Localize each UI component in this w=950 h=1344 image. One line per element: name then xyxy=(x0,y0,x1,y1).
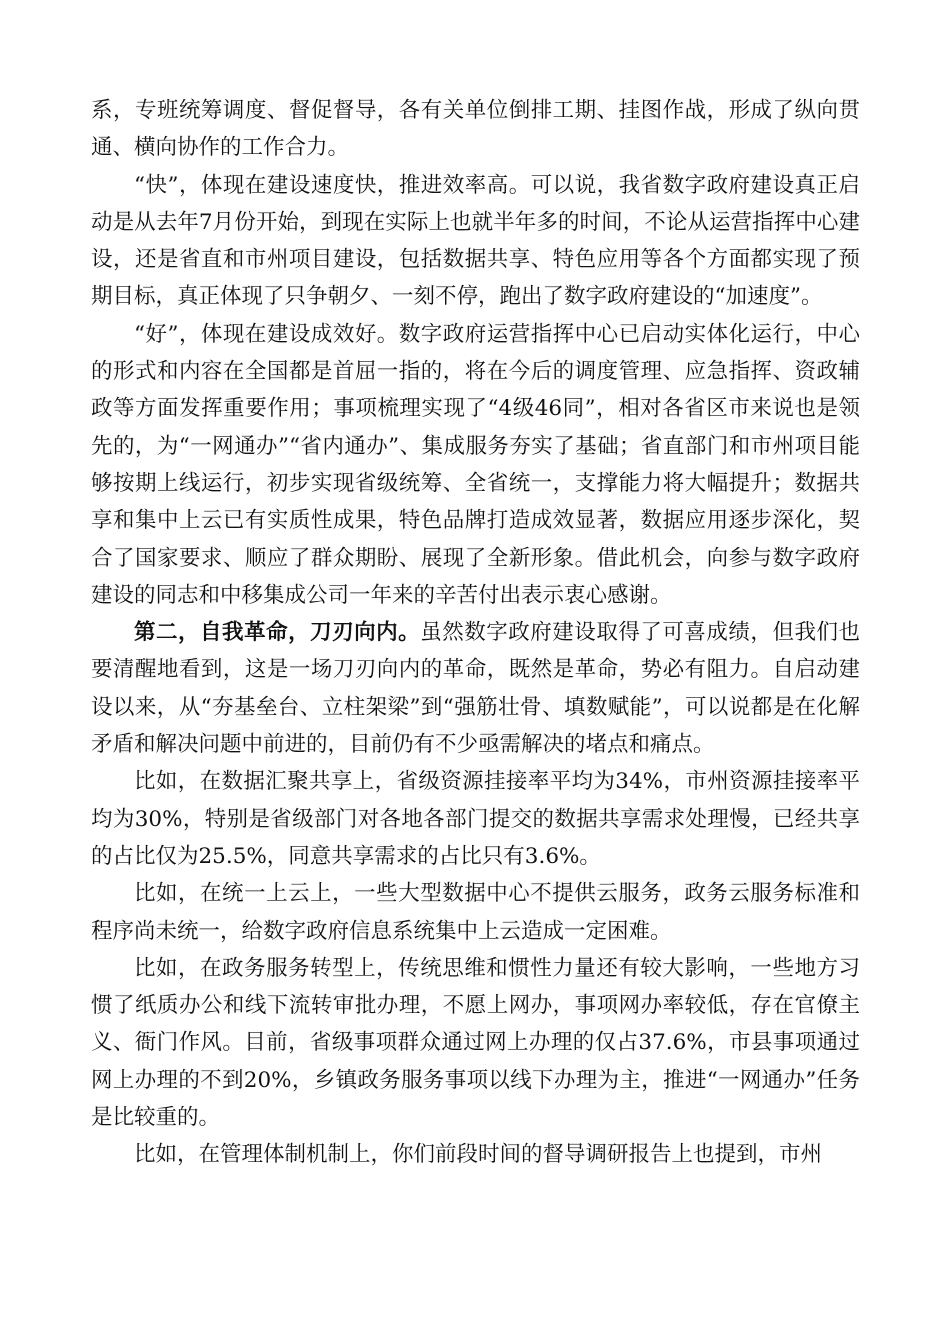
section-heading: 第二，自我革命，刀刃向内。 xyxy=(134,620,421,646)
document-page xyxy=(91,92,860,1174)
paragraph-cloud: 比如，在统一上云上，一些大型数据中心不提供云服务，政务云服务标准和程序尚未统一，给数字政府信息系统集中上云造成一定困难。 xyxy=(91,881,860,944)
paragraph-continuation: 系，专班统筹调度、督促督导，各有关单位倒排工期、挂图作战，形成了纵向贯通、横向协作的工作合力。 xyxy=(91,98,860,161)
paragraph-management: 比如，在管理体制机制上，你们前段时间的督导调研报告上也提到，市州 xyxy=(134,1142,823,1168)
paragraph-speed: “快”，体现在建设速度快，推进效率高。可以说，我省数字政府建设真正启动是从去年7月份开始，到现在实际上也就半年多的时间，不论从运营指挥中心建设，还是省直和市州项目建设，包括数据共享、特色应用等各个方面都实现了预期目标，真正体现了只争朝夕、一刻不停，跑出了数字政府建设的“加速度”。 xyxy=(91,172,860,310)
paragraph-service-transformation: 比如，在政务服务转型上，传统思维和惯性力量还有较大影响，一些地方习惯了纸质办公和线下流转审批办理，不愿上网办，事项网办率较低，存在官僚主义、衙门作风。目前，省级事项群众通过网上办理的仅占37.6%，市县事项通过网上办理的不到20%，乡镇政务服务事项以线下办理为主，推进“一网通办”任务是比较重的。 xyxy=(91,955,860,1131)
paragraph-second-point xyxy=(91,614,860,763)
paragraph-quality: “好”，体现在建设成效好。数字政府运营指挥中心已启动实体化运行，中心的形式和内容在全国都是首屈一指的，将在今后的调度管理、应急指挥、资政辅政等方面发挥重要作用；事项梳理实现了“4级46同”，相对各省区市来说也是领先的，为“一网通办”“省内通办”、集成服务夯实了基础；省直部门和市州项目能够按期上线运行，初步实现省级统筹、全省统一，支撑能力将大幅提升；数据共享和集中上云已有实质性成果，特色品牌打造成效显著，数据应用逐步深化，契合了国家要求、顺应了群众期盼、展现了全新形象。借此机会，向参与数字政府建设的同志和中移集成公司一年来的辛苦付出表示衷心感谢。 xyxy=(91,321,860,608)
section-body: 虽然数字政府建设取得了可喜成绩，但我们也要清醒地看到，这是一场刀刃向内的革命，既然是革命，势必有阻力。自启动建设以来，从“夯基垒台、立柱架梁”到“强筋壮骨、填数赋能”，可以说都是在化解矛盾和解决问题中前进的，目前仍有不少亟需解决的堵点和痛点。 xyxy=(91,620,860,758)
paragraph-data-sharing: 比如，在数据汇聚共享上，省级资源挂接率平均为34%，市州资源挂接率平均为30%，特别是省级部门对各地各部门提交的数据共享需求处理慢，已经共享的占比仅为25.5%，同意共享需求的占比只有3.6%。 xyxy=(91,769,860,869)
